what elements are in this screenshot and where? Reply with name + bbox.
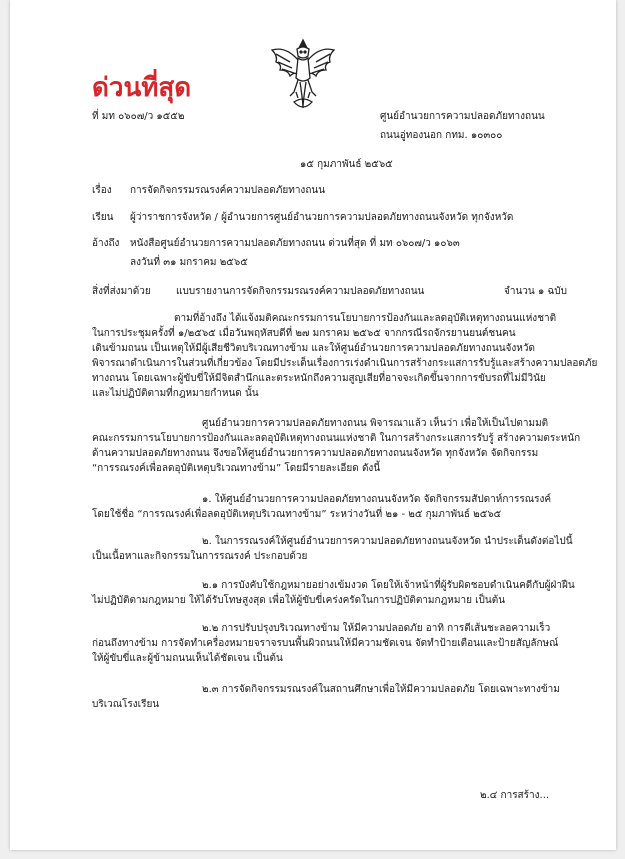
paragraph-line: ทางถนน โดยเฉพาะผู้ขับขี่ให้มีจิตสำนึกและตระหนักถึงความสูญเสียที่อาจจะเกิดขึ้นจากการขับรถที่ไม่มีวินัย	[92, 373, 546, 384]
enclosure-count: จำนวน ๑ ฉบับ	[504, 286, 567, 297]
paragraph-line: ก่อนถึงทางข้าม การจัดทำเครื่องหมายจราจรบนพื้นผิวถนนให้มีความชัดเจน จัดทำป้ายเตือนและป้ายสัญลักษณ์	[92, 638, 559, 649]
continuation-marker: ๒.๔ การสร้าง...	[480, 790, 550, 801]
enclosure-label: สิ่งที่ส่งมาด้วย	[92, 286, 151, 297]
paragraph-line: ๒.๒ การปรับปรุงบริเวณทางข้าม ให้มีความปลอดภัย อาทิ การตีเส้นชะลอความเร็ว	[202, 623, 551, 634]
paragraph-2	[92, 416, 580, 476]
paragraph-line: เดินข้ามถนน เป็นเหตุให้มีผู้เสียชีวิตบริเวณทางข้าม และให้ศูนย์อำนวยการความปลอดภัยทางถนนจังหวัด	[92, 343, 535, 354]
item-2	[92, 534, 573, 564]
paragraph-line: บริเวณโรงเรียน	[92, 699, 160, 710]
paragraph-line: ๒.๑ การบังคับใช้กฎหมายอย่างเข้มงวด โดยให้เจ้าหน้าที่ผู้รับผิดชอบดำเนินคดีกับผู้ฝ่าฝืน	[202, 580, 575, 591]
garuda-emblem-icon	[268, 36, 338, 114]
paragraph-line: ด้านความปลอดภัยทางถนน จึงขอให้ศูนย์อำนวยการความปลอดภัยทางถนนจังหวัด ทุกจังหวัด จัดกิจกรรม	[92, 448, 539, 459]
paragraph-line: โดยใช้ชื่อ “การรณรงค์เพื่อลดอุบัติเหตุบริเวณทางข้าม” ระหว่างวันที่ ๒๑ - ๒๕ กุมภาพันธ์ ๒๕๖๕	[92, 509, 502, 520]
paragraph-line: ๑. ให้ศูนย์อำนวยการความปลอดภัยทางถนนจังหวัด จัดกิจกรรมสัปดาห์การรณรงค์	[202, 494, 552, 505]
paragraph-line: ๒.๓ การจัดกิจกรรมรณรงค์ในสถานศึกษาเพื่อให้มีความปลอดภัย โดยเฉพาะทางข้าม	[202, 684, 560, 695]
paragraph-1	[92, 311, 597, 401]
document-page	[10, 0, 616, 850]
subject-label: เรื่อง	[92, 185, 112, 196]
paragraph-line: คณะกรรมการนโยบายการป้องกันและลดอุบัติเหตุทางถนนแห่งชาติ ในการสร้างกระแสการรับรู้ สร้างความตระหนัก	[92, 433, 581, 444]
paragraph-line: “การรณรงค์เพื่อลดอุบัติเหตุบริเวณทางข้าม” โดยมีรายละเอียด ดังนี้	[92, 463, 381, 474]
paragraph-line: ตามที่อ้างถึง ได้แจ้งมติคณะกรรมการนโยบายการป้องกันและลดอุบัติเหตุทางถนนแห่งชาติ	[174, 313, 557, 324]
item-1	[92, 492, 551, 522]
document-number: ที่ มท ๐๖๐๗/ว ๑๕๕๒	[92, 111, 185, 122]
sender-address-line2: ถนนอู่ทองนอก กทม. ๑๐๓๐๐	[380, 130, 503, 141]
document-date: ๑๕ กุมภาพันธ์ ๒๕๖๕	[300, 159, 393, 170]
recipient-text: ผู้ว่าราชการจังหวัด / ผู้อำนวยการศูนย์อำนวยการความปลอดภัยทางถนนจังหวัด ทุกจังหวัด	[130, 212, 514, 223]
item-2-2	[92, 621, 558, 666]
paragraph-line: ๒. ในการรณรงค์ให้ศูนย์อำนวยการความปลอดภัยทางถนนจังหวัด นำประเด็นดังต่อไปนี้	[202, 536, 573, 547]
paragraph-line: ศูนย์อำนวยการความปลอดภัยทางถนน พิจารณาแล้ว เห็นว่า เพื่อให้เป็นไปตามมติ	[202, 418, 549, 429]
item-2-1	[92, 578, 575, 608]
reference-label: อ้างถึง	[92, 238, 120, 249]
sender-address-line1: ศูนย์อำนวยการความปลอดภัยทางถนน	[380, 111, 545, 122]
urgency-label: ด่วนที่สุด	[92, 73, 192, 103]
paragraph-line: ให้ผู้ขับขี่และผู้ข้ามถนนเห็นได้ชัดเจน เป็นต้น	[92, 653, 283, 664]
paragraph-line: พิจารณาดำเนินการในส่วนที่เกี่ยวข้อง โดยมีประเด็นเรื่องการเร่งดำเนินการสร้างกระแสการรับรู้และสร้างความปลอดภัย	[92, 358, 598, 369]
paragraph-line: ในการประชุมครั้งที่ ๑/๒๕๖๕ เมื่อวันพฤหัสบดีที่ ๒๗ มกราคม ๒๕๖๕ จากกรณีรถจักรยานยนต์ชนคน	[92, 328, 516, 339]
recipient-label: เรียน	[92, 212, 114, 223]
subject-text: การจัดกิจกรรมรณรงค์ความปลอดภัยทางถนน	[130, 185, 326, 196]
item-2-3	[92, 682, 560, 712]
paragraph-line: ไม่ปฏิบัติตามกฎหมาย ให้ได้รับโทษสูงสุด เพื่อให้ผู้ขับขี่เคร่งครัดในการปฏิบัติตามกฎหมาย เป็นต้น	[92, 595, 506, 606]
enclosure-text: แบบรายงานการจัดกิจกรรมรณรงค์ความปลอดภัยทางถนน	[176, 286, 425, 297]
paragraph-line: และไม่ปฏิบัติตามที่กฎหมายกำหนด นั้น	[92, 388, 259, 399]
reference-line1: หนังสือศูนย์อำนวยการความปลอดภัยทางถนน ด่วนที่สุด ที่ มท ๐๖๐๗/ว ๑๐๖๓	[130, 238, 460, 249]
reference-line2: ลงวันที่ ๓๑ มกราคม ๒๕๖๕	[130, 257, 248, 268]
paragraph-line: เป็นเนื้อหาและกิจกรรมในการรณรงค์ ประกอบด้วย	[92, 551, 308, 562]
